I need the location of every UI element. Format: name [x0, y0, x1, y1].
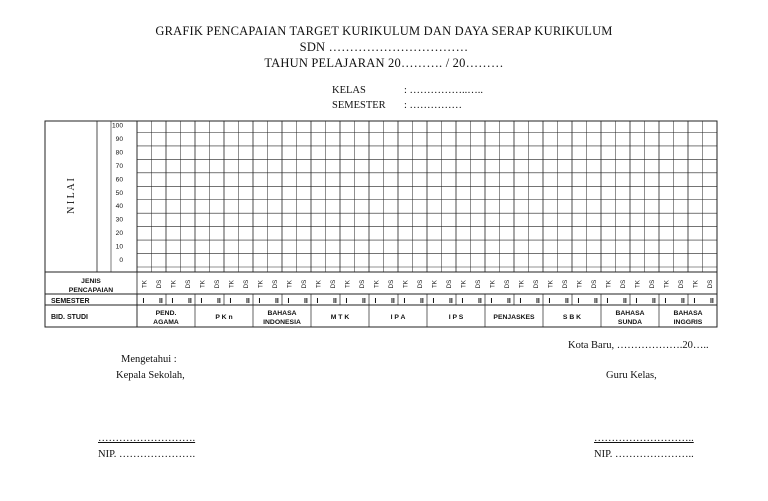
- principal-nip: NIP. ………………….: [98, 449, 196, 460]
- academic-year: TAHUN PELAJARAN 20………. / 20………: [264, 56, 504, 70]
- col-code-label: TK: [605, 280, 613, 288]
- page-title: GRAFIK PENCAPAIAN TARGET KURIKULUM DAN DAYA SERAP KURIKULUM: [155, 24, 613, 38]
- semester-value: I: [258, 298, 261, 305]
- semester-value: II: [158, 298, 163, 305]
- semester-value: I: [635, 298, 638, 305]
- semester-value: II: [419, 298, 424, 305]
- bid-studi-label: BID. STUDI: [51, 314, 88, 321]
- semester-value: I: [519, 298, 522, 305]
- subject-label: PEND.: [155, 310, 177, 317]
- semester-value: I: [548, 298, 551, 305]
- semester-value: I: [316, 298, 319, 305]
- col-code-label: DS: [300, 279, 308, 289]
- semester-label: SEMESTER: [332, 100, 386, 111]
- semester-value: II: [361, 298, 366, 305]
- semester-value: I: [490, 298, 493, 305]
- col-code-label: TK: [315, 280, 323, 288]
- col-code-label: DS: [155, 279, 163, 289]
- y-tick-label: 40: [115, 203, 123, 211]
- col-code-label: TK: [344, 280, 352, 288]
- semester-value: I: [577, 298, 580, 305]
- semester-value: I: [693, 298, 696, 305]
- semester-value: II: [274, 298, 279, 305]
- y-tick-label: 10: [115, 243, 123, 251]
- subject-label: BAHASA: [267, 310, 297, 317]
- semester-value: I: [664, 298, 667, 305]
- col-code-label: TK: [402, 280, 410, 288]
- semester-value: I: [432, 298, 435, 305]
- jenis-label: PENCAPAIAN: [68, 287, 114, 294]
- semester-value: II: [564, 298, 569, 305]
- col-code-label: DS: [648, 279, 656, 289]
- col-code-label: TK: [286, 280, 294, 288]
- subject-label: PENJASKES: [493, 314, 535, 321]
- school-name: SDN ……………………………: [299, 40, 469, 54]
- semester-value: II: [448, 298, 453, 305]
- date-line: Kota Baru, ……………….20…..: [568, 340, 709, 351]
- semester-value: II: [651, 298, 656, 305]
- col-code-label: DS: [416, 279, 424, 289]
- y-tick-label: 30: [115, 216, 123, 224]
- semester-value: II: [187, 298, 192, 305]
- acknowledged-label: Mengetahui :: [121, 354, 177, 365]
- semester-value: II: [535, 298, 540, 305]
- subject-label: AGAMA: [153, 319, 179, 326]
- semester-value: I: [200, 298, 203, 305]
- col-code-label: DS: [271, 279, 279, 289]
- col-code-label: TK: [199, 280, 207, 288]
- teacher-name-line: ………………………..: [594, 433, 694, 444]
- col-code-label: TK: [460, 280, 468, 288]
- semester-value: I: [142, 298, 145, 305]
- semester-value: II: [506, 298, 511, 305]
- subject-label: S B K: [562, 314, 582, 321]
- teacher-label: Guru Kelas,: [606, 370, 657, 381]
- semester-value: I: [606, 298, 609, 305]
- col-code-label: TK: [692, 280, 700, 288]
- subject-label: SUNDA: [617, 319, 643, 326]
- subject-label: INGGRIS: [673, 319, 703, 326]
- semester-value: II: [622, 298, 627, 305]
- y-tick-label: 80: [115, 149, 123, 157]
- table-border: [45, 121, 717, 327]
- subject-label: I P S: [448, 314, 464, 321]
- subject-label: BAHASA: [615, 310, 645, 317]
- col-code-label: DS: [242, 279, 250, 289]
- semester-value: II: [332, 298, 337, 305]
- col-code-label: DS: [561, 279, 569, 289]
- col-code-label: DS: [619, 279, 627, 289]
- y-tick-label: 100: [111, 122, 123, 130]
- semester-value: II: [680, 298, 685, 305]
- nilai-axis-label: N I L A I: [66, 178, 77, 214]
- semester-value: I: [403, 298, 406, 305]
- principal-name-line: ……………………….: [98, 433, 196, 444]
- col-code-label: TK: [257, 280, 265, 288]
- principal-label: Kepala Sekolah,: [116, 370, 185, 381]
- col-code-label: DS: [503, 279, 511, 289]
- col-code-label: TK: [518, 280, 526, 288]
- col-code-label: DS: [445, 279, 453, 289]
- col-code-label: TK: [547, 280, 555, 288]
- col-code-label: DS: [387, 279, 395, 289]
- subject-label: P K n: [215, 314, 233, 321]
- semester-value: : ……………: [404, 100, 463, 111]
- teacher-nip: NIP. …………………..: [594, 449, 694, 460]
- semester-value: I: [287, 298, 290, 305]
- semester-value: II: [216, 298, 221, 305]
- y-tick-label: 20: [115, 230, 123, 238]
- class-label: KELAS: [332, 85, 366, 96]
- col-code-label: DS: [532, 279, 540, 289]
- semester-value: I: [345, 298, 348, 305]
- subject-label: INDONESIA: [263, 319, 301, 326]
- subject-label: I P A: [390, 314, 406, 321]
- semester-row-label: SEMESTER: [51, 298, 90, 305]
- y-tick-label: 0: [119, 257, 123, 264]
- col-code-label: DS: [590, 279, 598, 289]
- col-code-label: TK: [489, 280, 497, 288]
- col-code-label: DS: [706, 279, 714, 289]
- semester-value: I: [461, 298, 464, 305]
- semester-value: I: [171, 298, 174, 305]
- subject-label: M T K: [330, 314, 350, 321]
- col-code-label: DS: [329, 279, 337, 289]
- jenis-label: JENIS: [81, 278, 101, 285]
- col-code-label: TK: [663, 280, 671, 288]
- col-code-label: DS: [474, 279, 482, 289]
- y-tick-label: 70: [115, 162, 123, 170]
- y-tick-label: 90: [115, 135, 123, 143]
- col-code-label: TK: [228, 280, 236, 288]
- semester-value: I: [229, 298, 232, 305]
- col-code-label: DS: [184, 279, 192, 289]
- col-code-label: TK: [431, 280, 439, 288]
- semester-value: II: [390, 298, 395, 305]
- class-value: : ……………..…..: [404, 85, 484, 96]
- subject-label: BAHASA: [673, 310, 703, 317]
- col-code-label: TK: [634, 280, 642, 288]
- semester-value: II: [709, 298, 714, 305]
- semester-value: II: [303, 298, 308, 305]
- y-tick-label: 50: [115, 189, 123, 197]
- semester-value: I: [374, 298, 377, 305]
- y-tick-label: 60: [115, 176, 123, 184]
- col-code-label: TK: [373, 280, 381, 288]
- col-code-label: DS: [677, 279, 685, 289]
- col-code-label: TK: [170, 280, 178, 288]
- semester-value: II: [245, 298, 250, 305]
- col-code-label: DS: [213, 279, 221, 289]
- semester-value: II: [477, 298, 482, 305]
- semester-value: II: [593, 298, 598, 305]
- col-code-label: DS: [358, 279, 366, 289]
- col-code-label: TK: [576, 280, 584, 288]
- col-code-label: TK: [141, 280, 149, 288]
